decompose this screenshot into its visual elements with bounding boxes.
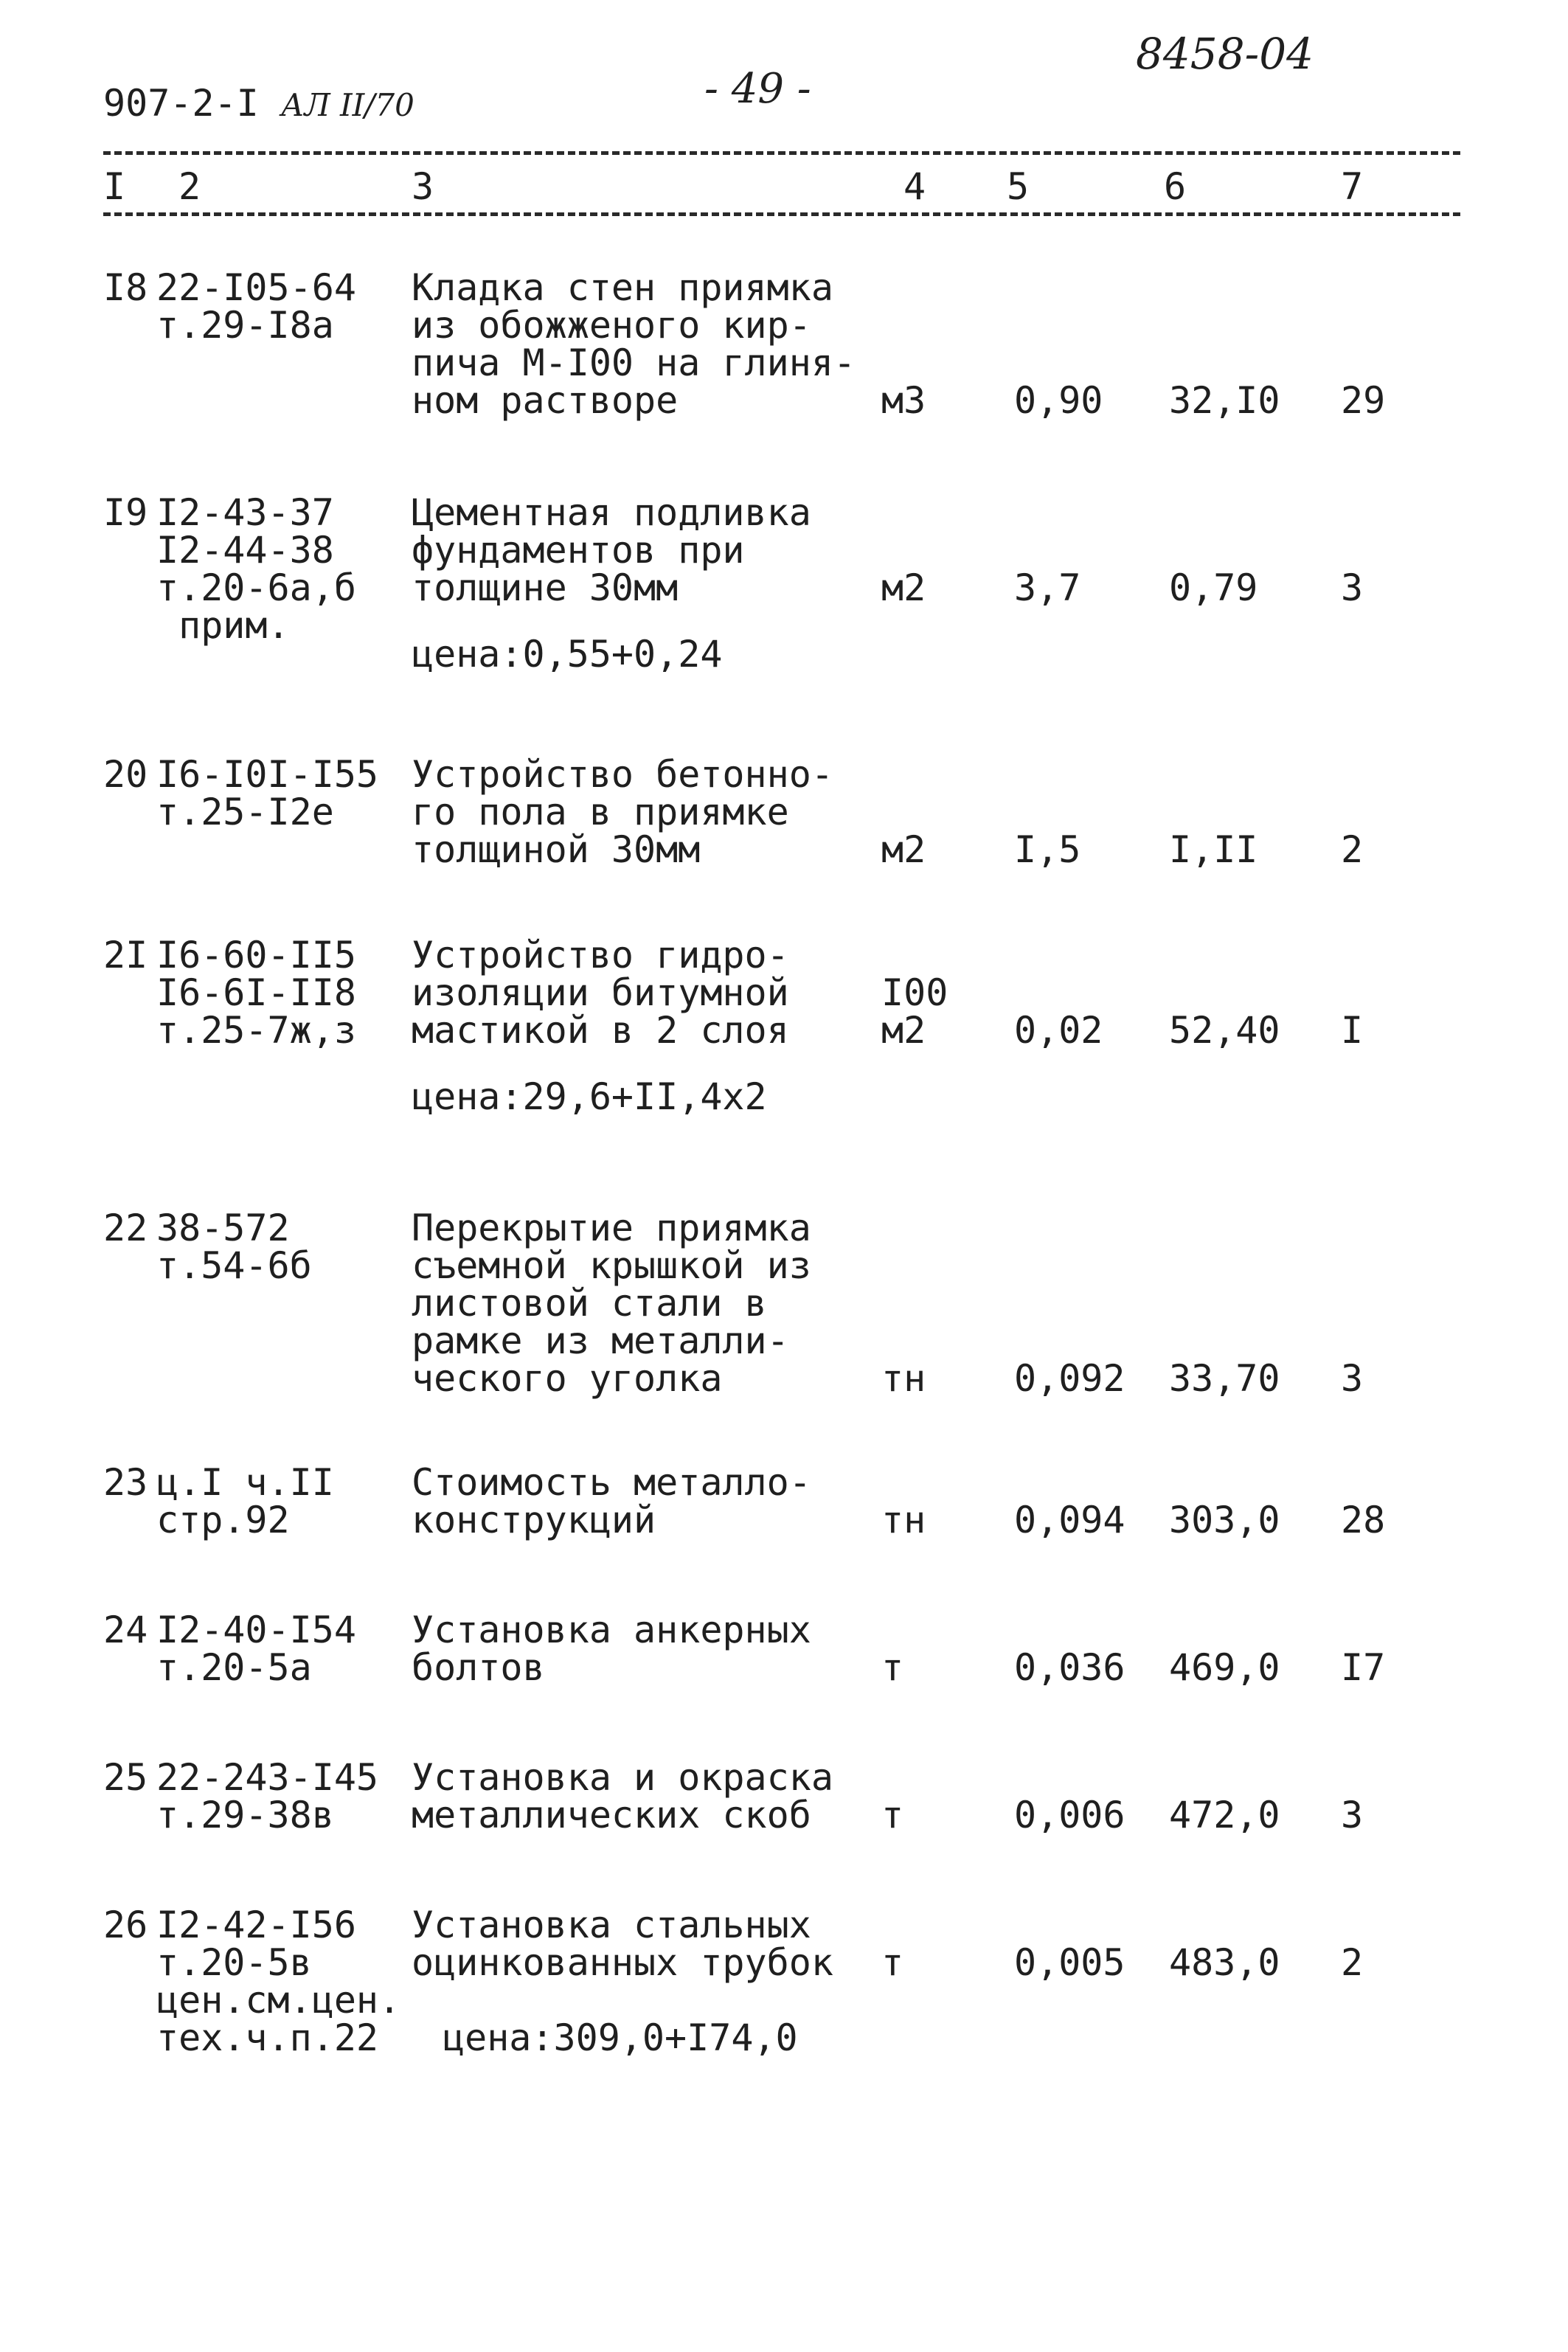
work-description-line: конструкций xyxy=(412,1499,656,1541)
work-description-line: металлических скоб xyxy=(412,1794,811,1836)
total-cost: 29 xyxy=(1341,379,1386,422)
norm-reference-line: 22-I05-64 xyxy=(156,266,356,309)
work-description xyxy=(412,1609,811,1689)
total-cost: 2 xyxy=(1341,828,1364,871)
price-note: цена:309,0+I74,0 xyxy=(443,2016,798,2059)
norm-reference-line: стр.92 xyxy=(156,1499,290,1541)
unit-price: 33,70 xyxy=(1169,1357,1280,1400)
total-cost: 2 xyxy=(1341,1941,1364,1984)
work-description-line: болтов xyxy=(412,1646,545,1689)
norm-reference-line: I6-6I-II8 xyxy=(156,971,356,1014)
column-3-header: 3 xyxy=(412,165,434,208)
work-description xyxy=(412,1756,833,1836)
work-description xyxy=(412,1904,833,1984)
norm-reference-line: т.29-38в xyxy=(156,1794,334,1836)
quantity: 0,094 xyxy=(1014,1499,1125,1541)
row-number: 2I xyxy=(103,934,148,976)
row-number: 22 xyxy=(103,1207,148,1249)
price-note: цена:29,6+II,4х2 xyxy=(412,1075,767,1118)
work-description xyxy=(412,266,856,422)
norm-reference xyxy=(156,753,379,833)
document-code xyxy=(103,82,414,125)
unit-of-measure xyxy=(881,1499,926,1541)
quantity: 3,7 xyxy=(1014,566,1081,609)
unit-price: 472,0 xyxy=(1169,1794,1280,1836)
total-cost: I7 xyxy=(1341,1646,1386,1689)
work-description-line: листовой стали в xyxy=(412,1282,767,1325)
norm-reference-line: I2-42-I56 xyxy=(156,1904,356,1946)
unit-price: 0,79 xyxy=(1169,566,1258,609)
norm-reference-line: т.25-I2е xyxy=(156,791,334,833)
doc-code-print: 907-2-I xyxy=(103,82,259,125)
norm-reference xyxy=(156,1756,379,1836)
work-description xyxy=(412,1207,811,1400)
work-description-line: оцинкованных трубок xyxy=(412,1941,833,1984)
unit-line: м2 xyxy=(881,1009,926,1052)
work-description-line: съемной крышкой из xyxy=(412,1244,811,1287)
column-7-header: 7 xyxy=(1341,165,1364,208)
norm-reference-line: 22-243-I45 xyxy=(156,1756,379,1799)
quantity: 0,02 xyxy=(1014,1009,1103,1052)
norm-reference xyxy=(156,266,356,347)
quantity: 0,005 xyxy=(1014,1941,1125,1984)
unit-line: т xyxy=(881,1794,904,1836)
unit-of-measure xyxy=(881,828,926,871)
total-cost: 3 xyxy=(1341,1794,1364,1836)
norm-reference xyxy=(156,1904,401,2059)
row-number: I8 xyxy=(103,266,148,309)
column-4-header: 4 xyxy=(903,165,926,208)
quantity: 0,092 xyxy=(1014,1357,1125,1400)
quantity: 0,036 xyxy=(1014,1646,1125,1689)
row-number: I9 xyxy=(103,491,148,534)
norm-reference-line: I2-40-I54 xyxy=(156,1609,356,1651)
work-description-line: Установка анкерных xyxy=(412,1609,811,1651)
unit-of-measure xyxy=(881,1646,904,1689)
norm-reference-line: I2-43-37 xyxy=(156,491,334,534)
work-description-line: фундаментов при xyxy=(412,529,745,572)
work-description-line: толщиной 30мм xyxy=(412,828,701,871)
norm-reference-line: т.20-5а xyxy=(156,1646,312,1689)
unit-price: 32,I0 xyxy=(1169,379,1280,422)
work-description-line: Перекрытие приямка xyxy=(412,1207,811,1249)
norm-reference xyxy=(156,1609,356,1689)
work-description-line: ном растворе xyxy=(412,379,679,422)
work-description xyxy=(412,934,789,1052)
unit-of-measure xyxy=(881,379,926,422)
page-number: - 49 - xyxy=(704,65,811,113)
unit-of-measure xyxy=(881,1357,926,1400)
norm-reference-line: I6-I0I-I55 xyxy=(156,753,379,796)
unit-line: I00 xyxy=(881,971,948,1014)
norm-reference-line: ц.I ч.II xyxy=(156,1461,334,1504)
norm-reference-line: 38-572 xyxy=(156,1207,290,1249)
unit-price: 303,0 xyxy=(1169,1499,1280,1541)
work-description-line: Установка и окраска xyxy=(412,1756,833,1799)
work-description-line: из обожженого кир- xyxy=(412,304,811,347)
header-bottom-rule xyxy=(103,212,1460,216)
norm-reference-line: I2-44-38 xyxy=(156,529,334,572)
column-1-header: I xyxy=(103,165,126,208)
row-number: 26 xyxy=(103,1904,148,1946)
work-description-line: изоляции битумной xyxy=(412,971,789,1014)
row-number: 20 xyxy=(103,753,148,796)
total-cost: 28 xyxy=(1341,1499,1386,1541)
unit-of-measure xyxy=(881,1941,904,1984)
norm-reference-line: прим. xyxy=(156,604,290,647)
doc-code-handwritten: АЛ II/70 xyxy=(280,87,414,123)
norm-reference-line: т.29-I8а xyxy=(156,304,334,347)
inventory-number: 8458-04 xyxy=(1136,29,1314,79)
work-description-line: Цементная подливка xyxy=(412,491,811,534)
quantity: I,5 xyxy=(1014,828,1081,871)
quantity: 0,006 xyxy=(1014,1794,1125,1836)
norm-reference xyxy=(156,1207,312,1287)
total-cost: 3 xyxy=(1341,566,1364,609)
total-cost: I xyxy=(1341,1009,1364,1052)
total-cost: 3 xyxy=(1341,1357,1364,1400)
unit-price: I,II xyxy=(1169,828,1258,871)
work-description-line: рамке из металли- xyxy=(412,1319,789,1362)
work-description-line: пича М-I00 на глиня- xyxy=(412,341,856,384)
unit-price: 483,0 xyxy=(1169,1941,1280,1984)
unit-line: м2 xyxy=(881,566,926,609)
work-description-line: толщине 30мм xyxy=(412,566,679,609)
row-number: 24 xyxy=(103,1609,148,1651)
norm-reference-line: цен.см.цен. xyxy=(156,1979,401,2022)
unit-line: тн xyxy=(881,1357,926,1400)
unit-price: 469,0 xyxy=(1169,1646,1280,1689)
work-description-line: го пола в приямке xyxy=(412,791,789,833)
norm-reference-line: тех.ч.п.22 xyxy=(156,2016,379,2059)
unit-line: м2 xyxy=(881,828,926,871)
work-description xyxy=(412,753,833,871)
norm-reference-line: т.54-6б xyxy=(156,1244,312,1287)
unit-line: м3 xyxy=(881,379,926,422)
norm-reference xyxy=(156,491,356,647)
column-6-header: 6 xyxy=(1164,165,1187,208)
norm-reference-line: т.25-7ж,з xyxy=(156,1009,356,1052)
work-description xyxy=(412,1461,811,1541)
quantity: 0,90 xyxy=(1014,379,1103,422)
unit-price: 52,40 xyxy=(1169,1009,1280,1052)
work-description-line: Установка стальных xyxy=(412,1904,811,1946)
norm-reference-line: I6-60-II5 xyxy=(156,934,356,976)
norm-reference xyxy=(156,934,356,1052)
row-number: 25 xyxy=(103,1756,148,1799)
work-description-line: Стоимость металло- xyxy=(412,1461,811,1504)
unit-of-measure xyxy=(881,971,948,1052)
work-description-line: мастикой в 2 слоя xyxy=(412,1009,789,1052)
norm-reference-line: т.20-6а,б xyxy=(156,566,356,609)
unit-line: тн xyxy=(881,1499,926,1541)
work-description xyxy=(412,491,811,609)
unit-of-measure xyxy=(881,566,926,609)
price-note: цена:0,55+0,24 xyxy=(412,633,723,676)
column-2-header: 2 xyxy=(178,165,201,208)
unit-line: т xyxy=(881,1941,904,1984)
column-5-header: 5 xyxy=(1007,165,1030,208)
unit-of-measure xyxy=(881,1794,904,1836)
work-description-line: Устройство гидро- xyxy=(412,934,789,976)
work-description-line: Устройство бетонно- xyxy=(412,753,833,796)
work-description-line: ческого уголка xyxy=(412,1357,723,1400)
unit-line: т xyxy=(881,1646,904,1689)
norm-reference-line: т.20-5в xyxy=(156,1941,312,1984)
norm-reference xyxy=(156,1461,334,1541)
header-top-rule xyxy=(103,151,1460,155)
row-number: 23 xyxy=(103,1461,148,1504)
work-description-line: Кладка стен приямка xyxy=(412,266,833,309)
